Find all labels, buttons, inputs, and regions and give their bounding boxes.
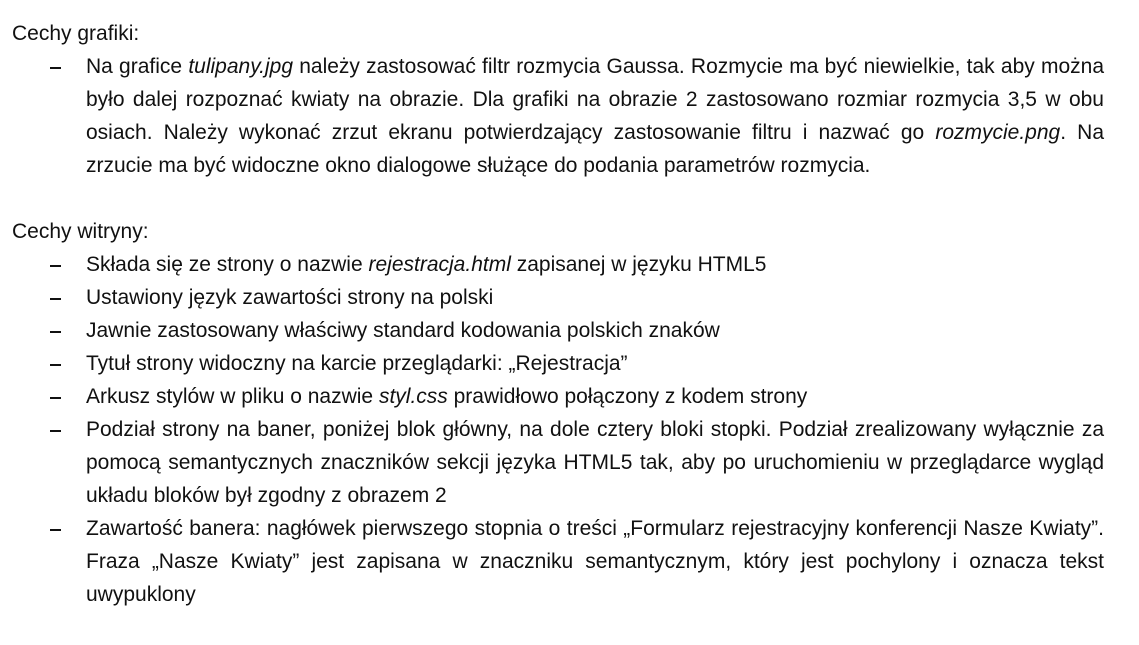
section-heading-website: Cechy witryny: <box>12 220 149 243</box>
list-item <box>12 314 1104 347</box>
filename-text: rozmycie.png <box>935 121 1061 144</box>
filename-text: rejestracja.html <box>368 253 511 276</box>
list-item <box>12 347 1104 380</box>
filename-text: tulipany.jpg <box>188 55 293 78</box>
item-text: Podział strony na baner, poniżej blok główny, na dole cztery bloki stopki. Podział zrealizowany wyłącznie za pomocą semantycznych znaczników sekcji języka HTML5 tak, aby po uruchomieniu w przeglądarce wygląd układu bloków był zgodny z obrazem 2 <box>86 418 1104 507</box>
graphics-requirements-list <box>12 50 1104 182</box>
list-item <box>12 281 1104 314</box>
item-text: Tytuł strony widoczny na karcie przeglądarki: „Rejestracja” <box>86 352 628 375</box>
item-text: Ustawiony język zawartości strony na polski <box>86 286 494 309</box>
item-text: należy zastosować filtr rozmycia Gaussa. Rozmycie ma być niewielkie, tak aby można było dalej rozpoznać kwiaty na obrazie. Dla grafiki na obrazie 2 zastosowano rozmiar rozmycia 3,5 w obu osiach. Należy wykonać zrzut ekranu potwierdzający zastosowanie filtru i nazwać go <box>86 55 1104 144</box>
item-text: Zawartość banera: nagłówek pierwszego stopnia o treści „Formularz rejestracyjny konferencji Nasze Kwiaty”. Fraza „Nasze Kwiaty” jest zapisana w znaczniku semantycznym, który jest pochylony i oznacza tekst uwypuklony <box>86 517 1104 606</box>
item-text: Składa się ze strony o nazwie <box>86 253 369 276</box>
item-text: zapisanej w języku HTML5 <box>510 253 767 276</box>
item-text: Arkusz stylów w pliku o nazwie <box>86 385 379 408</box>
item-text: . Na zrzucie ma być widoczne okno dialogowe służące do podania parametrów rozmycia. <box>86 121 1105 177</box>
document-page <box>12 0 1104 611</box>
list-item <box>12 413 1104 512</box>
item-text: Na grafice <box>86 55 189 78</box>
filename-text: styl.css <box>378 385 448 408</box>
website-requirements-list <box>12 248 1104 611</box>
item-text: Jawnie zastosowany właściwy standard kodowania polskich znaków <box>86 319 720 342</box>
list-item <box>12 50 1104 182</box>
list-item <box>12 248 1104 281</box>
section-heading-graphics: Cechy grafiki: <box>12 22 140 45</box>
list-item <box>12 380 1104 413</box>
item-text: prawidłowo połączony z kodem strony <box>447 385 808 408</box>
list-item <box>12 512 1104 611</box>
